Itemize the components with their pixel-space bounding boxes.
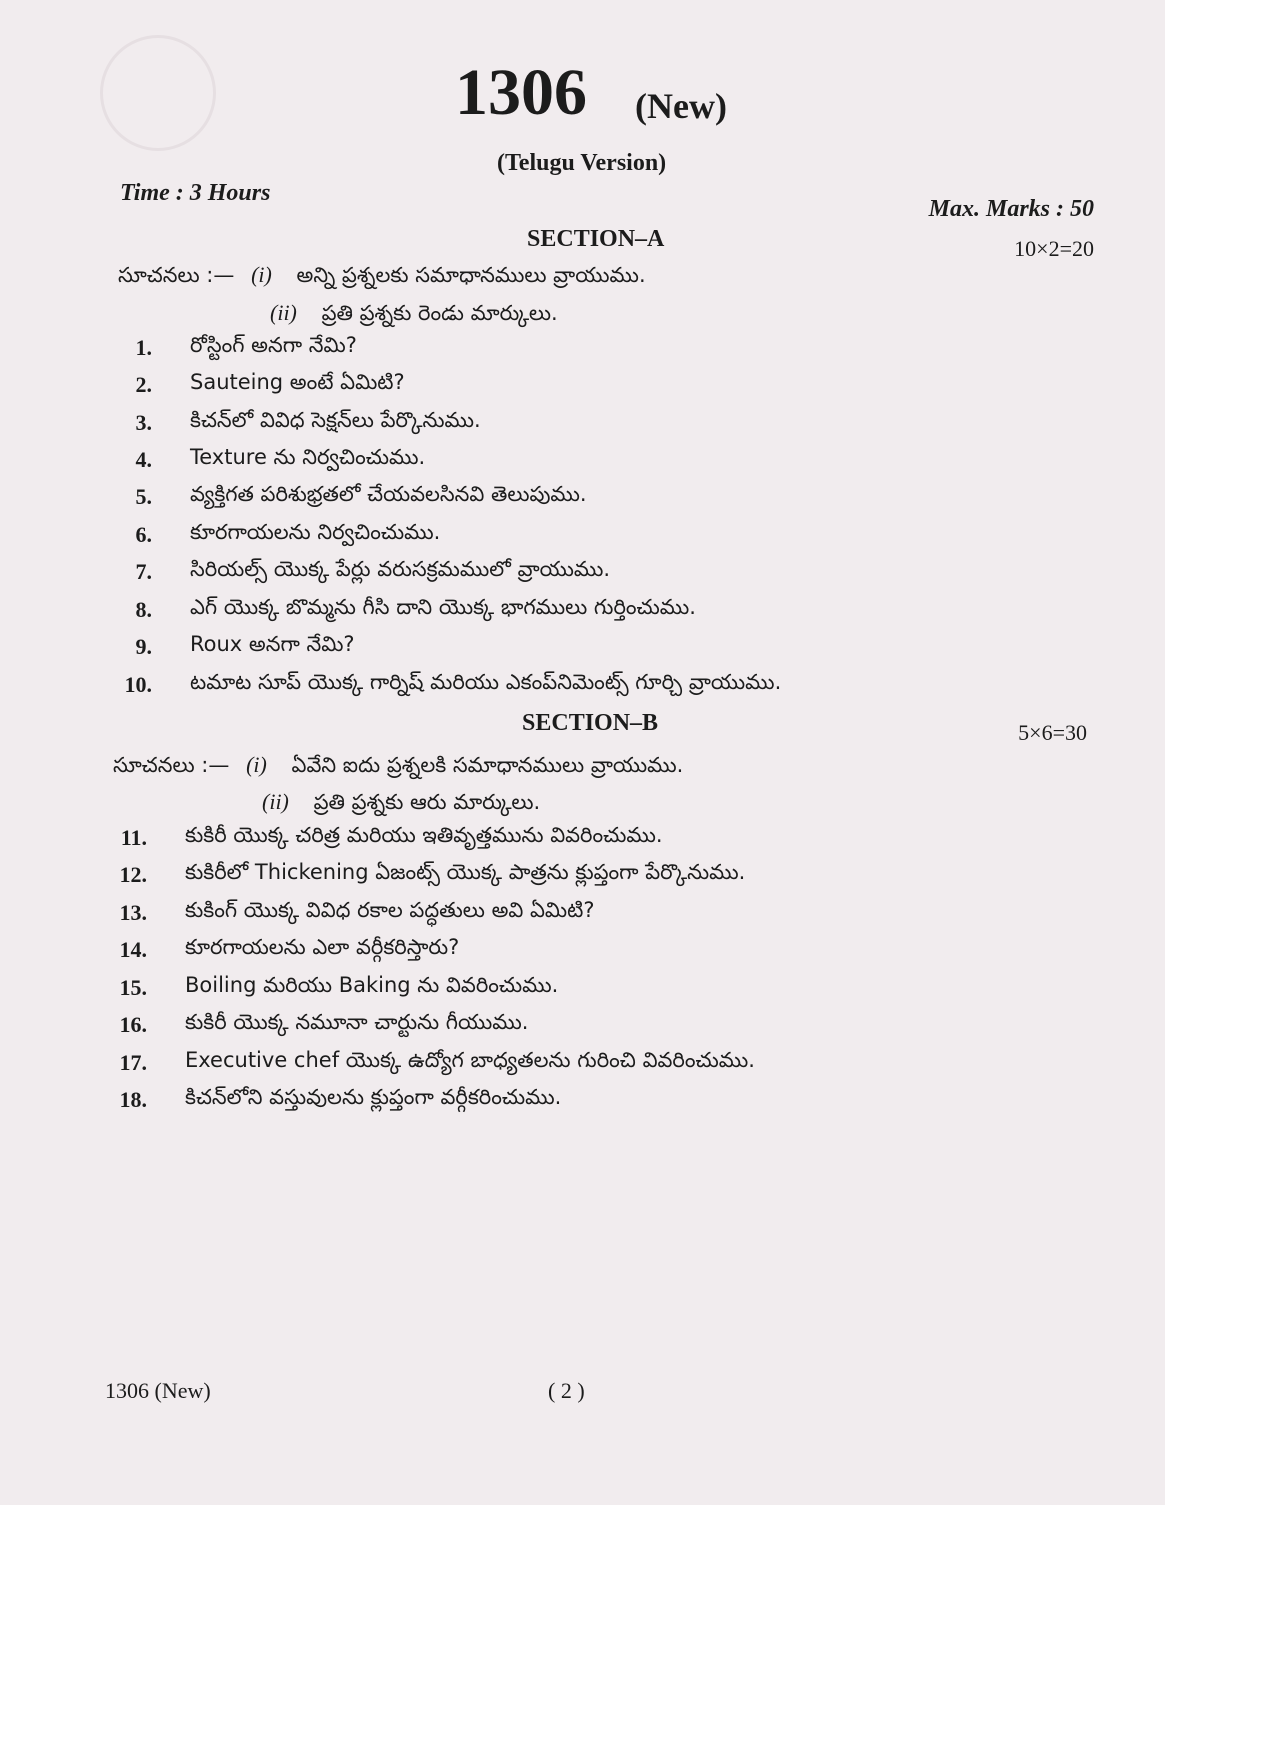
question-text: Sauteing అంటే ఏమిటి?: [190, 370, 405, 394]
question-18: [105, 1085, 1065, 1115]
question-4: [110, 445, 1070, 475]
question-5: [110, 482, 1070, 512]
question-text: టమాట సూప్ యొక్క గార్నిష్ మరియు ఎకంప్‌నిమెంట్స్ గూర్చి వ్రాయుము.: [190, 670, 782, 694]
section-b-instruction-2: [262, 789, 540, 820]
time-label: Time : 3 Hours: [120, 180, 271, 206]
question-number: 7.: [135, 559, 152, 584]
section-a-instruction-2: [270, 300, 558, 331]
question-number: 17.: [119, 1050, 147, 1075]
paper-variant: (New): [635, 86, 727, 126]
instruction-roman: (ii): [270, 300, 297, 325]
question-number: 12.: [119, 862, 147, 887]
question-number: 10.: [124, 672, 152, 697]
question-1: [110, 333, 1070, 363]
instruction-roman: (i): [246, 752, 267, 777]
question-text: కూరగాయలను ఎలా వర్గీకరిస్తారు?: [185, 935, 460, 959]
question-text: ఎగ్ యొక్క బొమ్మను గీసి దాని యొక్క భాగములు గుర్తించుము.: [190, 595, 696, 619]
question-text: సిరియల్స్ యొక్క పేర్లు వరుసక్రమములో వ్రాయుము.: [190, 557, 611, 581]
question-number: 5.: [135, 484, 152, 509]
question-number: 11.: [120, 825, 147, 850]
question-text: రోస్టింగ్ అనగా నేమి?: [190, 333, 357, 357]
max-marks-label: Max. Marks : 50: [928, 196, 1094, 222]
footer-paper-code: 1306 (New): [105, 1378, 211, 1403]
question-9: [110, 632, 1070, 662]
section-b-title: SECTION–B: [522, 710, 659, 736]
question-number: 2.: [135, 372, 152, 397]
section-a-marks: 10×2=20: [1014, 236, 1094, 261]
question-text: కుకింగ్ యొక్క వివిధ రకాల పద్ధతులు అవి ఏమిటి?: [185, 898, 595, 922]
question-text: Boiling మరియు Baking ను వివరించుము.: [185, 973, 559, 997]
question-number: 15.: [119, 975, 147, 1000]
question-text: Executive chef యొక్క ఉద్యోగ బాధ్యతలను గురించి వివరించుము.: [185, 1048, 755, 1072]
section-a-title: SECTION–A: [527, 226, 665, 252]
instruction-label: సూచనలు :—: [118, 263, 235, 287]
paper-code: 1306: [455, 56, 587, 129]
version-label: (Telugu Version): [497, 150, 667, 176]
question-number: 8.: [135, 597, 152, 622]
question-11: [105, 823, 1065, 853]
question-number: 6.: [135, 522, 152, 547]
instruction-text: ప్రతి ప్రశ్నకు రెండు మార్కులు.: [321, 301, 558, 325]
question-2: [110, 370, 1070, 400]
question-number: 13.: [119, 900, 147, 925]
section-a-instruction-1: [118, 262, 646, 293]
question-17: [105, 1048, 1065, 1078]
question-text: కిచన్‌లోని వస్తువులను క్లుప్తంగా వర్గీకరించుము.: [185, 1085, 562, 1109]
question-8: [110, 595, 1070, 625]
question-13: [105, 898, 1065, 928]
question-10: [110, 670, 1070, 700]
question-text: కుకిరీలో Thickening ఏజంట్స్ యొక్క పాత్రను క్లుప్తంగా పేర్కొనుము.: [185, 860, 746, 884]
question-text: కూరగాయలను నిర్వచించుము.: [190, 520, 441, 544]
question-number: 4.: [135, 447, 152, 472]
question-text: వ్యక్తిగత పరిశుభ్రతలో చేయవలసినవి తెలుపుము.: [190, 482, 587, 506]
question-text: కిచన్‌లో వివిధ సెక్షన్‌లు పేర్కొనుము.: [190, 408, 481, 432]
question-number: 3.: [135, 410, 152, 435]
question-15: [105, 973, 1065, 1003]
question-14: [105, 935, 1065, 965]
instruction-label: సూచనలు :—: [113, 753, 230, 777]
question-text: Roux అనగా నేమి?: [190, 632, 355, 656]
question-7: [110, 557, 1070, 587]
instruction-text: అన్ని ప్రశ్నలకు సమాధానములు వ్రాయుము.: [296, 263, 646, 287]
instruction-text: ప్రతి ప్రశ్నకు ఆరు మార్కులు.: [313, 790, 541, 814]
question-text: కుకిరీ యొక్క నమూనా చార్టును గీయుము.: [185, 1010, 529, 1034]
section-b-instruction-1: [113, 752, 683, 783]
page-number: ( 2 ): [548, 1378, 585, 1403]
question-number: 16.: [119, 1012, 147, 1037]
question-number: 1.: [135, 335, 152, 360]
question-16: [105, 1010, 1065, 1040]
question-number: 18.: [119, 1087, 147, 1112]
section-b-marks: 5×6=30: [1018, 720, 1087, 745]
question-text: కుకిరీ యొక్క చరిత్ర మరియు ఇతివృత్తమును వివరించుము.: [185, 823, 663, 847]
question-text: Texture ను నిర్వచించుము.: [190, 445, 426, 469]
instruction-roman: (i): [251, 262, 272, 287]
question-12: [105, 860, 1065, 890]
question-number: 14.: [119, 937, 147, 962]
question-6: [110, 520, 1070, 550]
instruction-text: ఏవేని ఐదు ప్రశ్నలకి సమాధానములు వ్రాయుము.: [291, 753, 684, 777]
question-3: [110, 408, 1070, 438]
instruction-roman: (ii): [262, 789, 289, 814]
question-number: 9.: [135, 634, 152, 659]
show-through-seal: [100, 35, 216, 151]
